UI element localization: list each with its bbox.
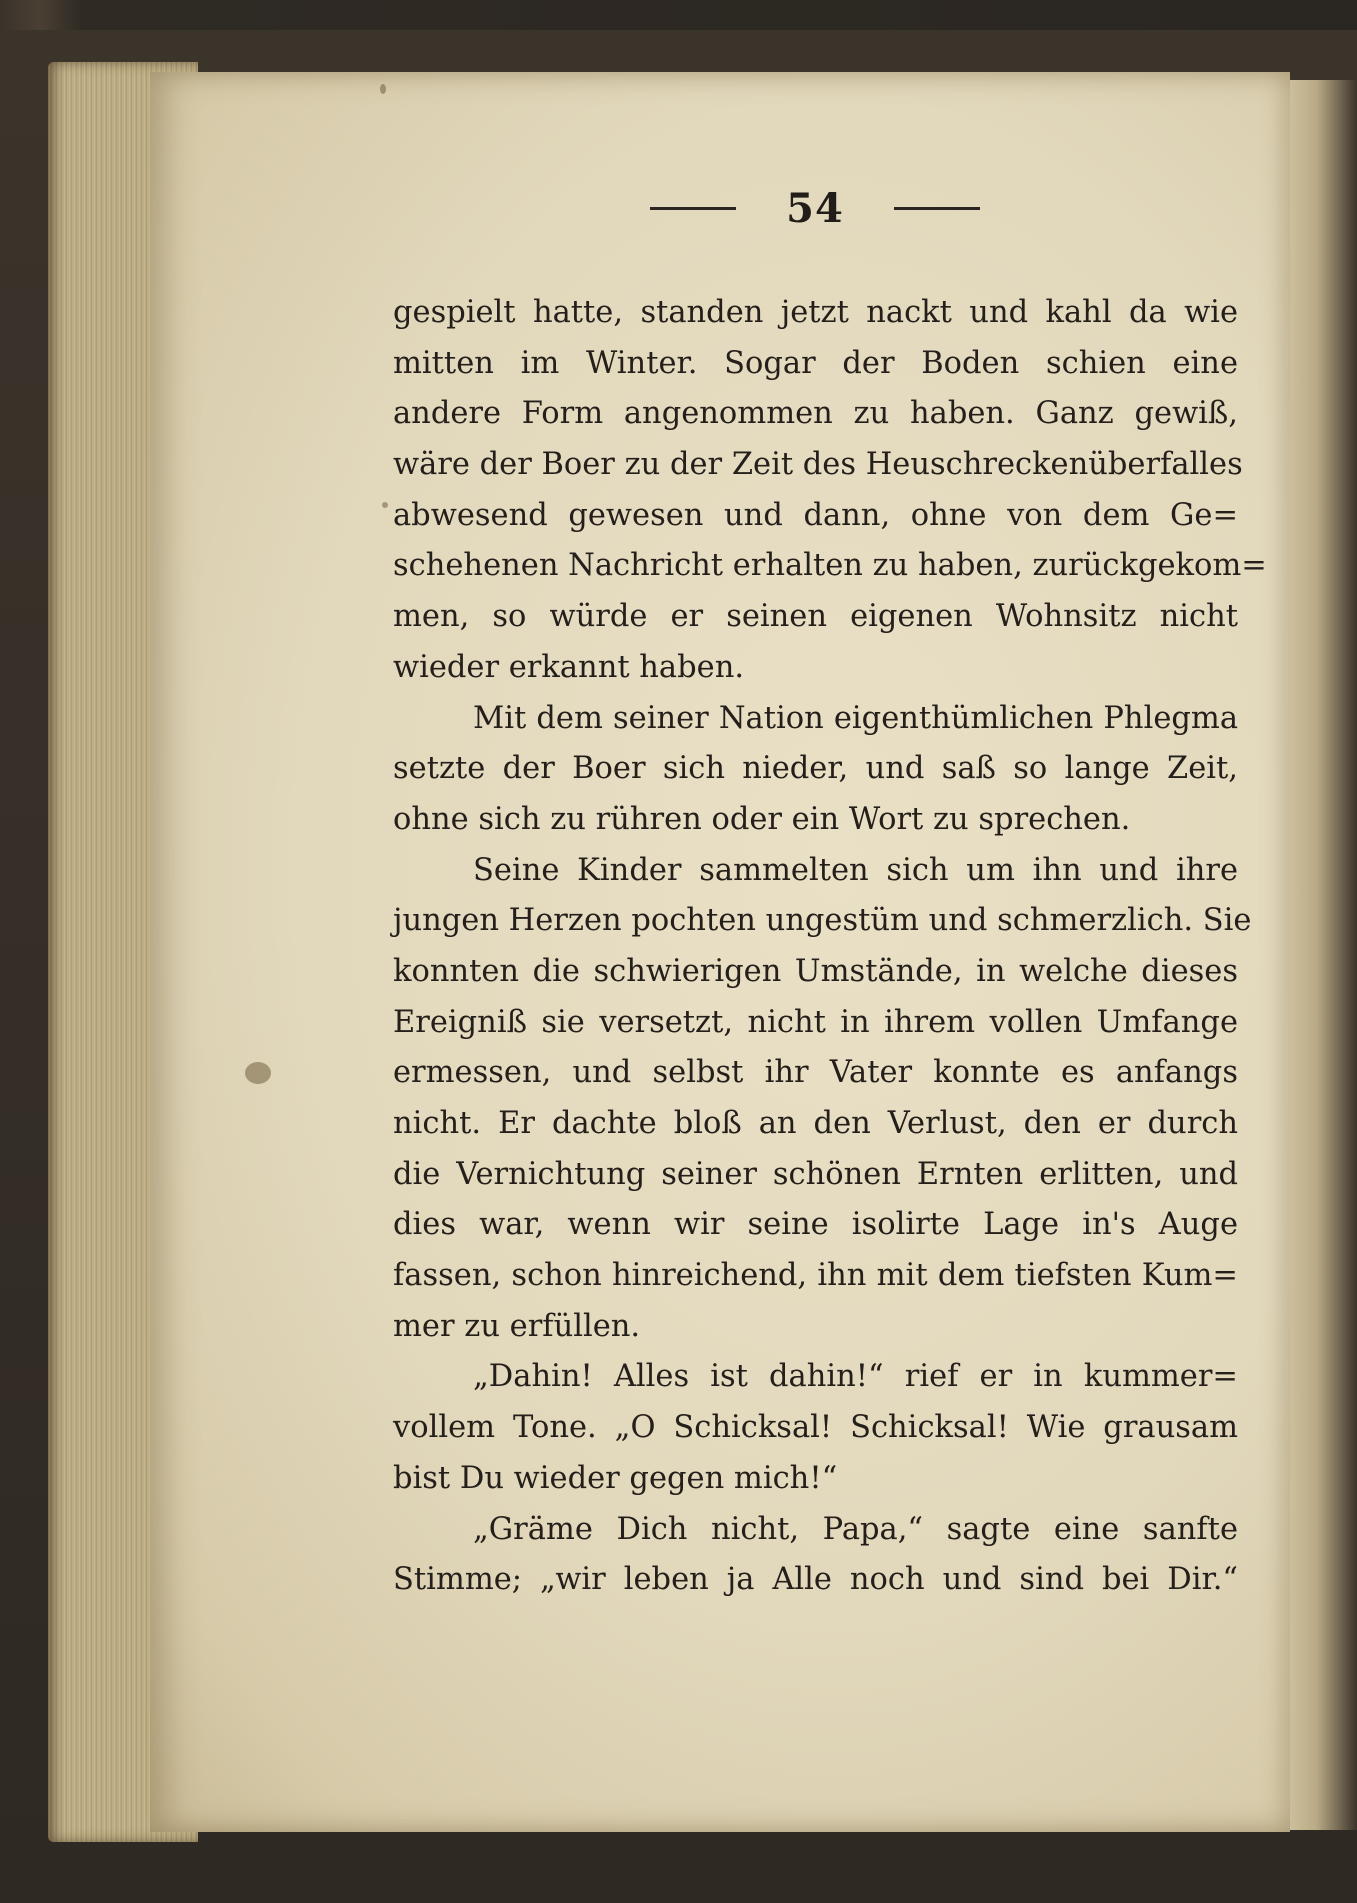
- paper-stain: [245, 1062, 271, 1084]
- page-number-header: [650, 185, 980, 232]
- text-line: Seine Kinder sammelten sich um ihn und ihre: [473, 852, 1238, 888]
- folio-rule-right: [894, 207, 980, 210]
- text-line: Stimme; „wir leben ja Alle noch und sind bei Dir.“: [393, 1562, 1238, 1598]
- text-line: ermessen, und selbst ihr Vater konnte es anfangs: [393, 1055, 1238, 1091]
- text-line: ohne sich zu rühren oder ein Wort zu sprechen.: [393, 801, 1131, 837]
- text-line: konnten die schwierigen Umstände, in welche dieses: [393, 953, 1238, 989]
- text-line: vollem Tone. „O Schicksal! Schicksal! Wie grausam: [393, 1410, 1238, 1446]
- body-text: [393, 288, 1267, 1606]
- text-line: Ereigniß sie versetzt, nicht in ihrem vollen Umfange: [393, 1004, 1238, 1040]
- folio-rule-left: [650, 207, 736, 210]
- text-line: abwesend gewesen und dann, ohne von dem Ge=: [393, 497, 1238, 533]
- text-line: setzte der Boer sich nieder, und saß so lange Zeit,: [393, 751, 1238, 787]
- text-line: mitten im Winter. Sogar der Boden schien eine: [393, 345, 1238, 381]
- paper-stain: [380, 84, 386, 94]
- text-line: schehenen Nachricht erhalten zu haben, zurückgekom=: [393, 548, 1267, 584]
- text-line: „Dahin! Alles ist dahin!“ rief er in kummer=: [473, 1359, 1238, 1395]
- text-line: men, so würde er seinen eigenen Wohnsitz nicht: [393, 599, 1238, 635]
- text-line: jungen Herzen pochten ungestüm und schmerzlich. Sie: [393, 903, 1252, 939]
- text-line: fassen, schon hinreichend, ihn mit dem tiefsten Kum=: [393, 1258, 1238, 1294]
- text-line: „Gräme Dich nicht, Papa,“ sagte eine sanfte: [473, 1511, 1238, 1547]
- text-line: die Vernichtung seiner schönen Ernten erlitten, und: [393, 1156, 1238, 1192]
- facing-page-edge: [1290, 80, 1357, 1830]
- text-line: gespielt hatte, standen jetzt nackt und kahl da wie: [393, 295, 1238, 330]
- text-line: wäre der Boer zu der Zeit des Heuschreckenüberfalles: [393, 447, 1243, 483]
- text-line: Mit dem seiner Nation eigenthümlichen Phlegma: [473, 700, 1238, 736]
- page-number: 54: [786, 185, 844, 232]
- text-line: andere Form angenommen zu haben. Ganz gewiß,: [393, 396, 1238, 432]
- text-line: mer zu erfüllen.: [393, 1308, 641, 1344]
- text-line: dies war, wenn wir seine isolirte Lage in's Auge: [393, 1207, 1238, 1243]
- paper-stain: [382, 502, 388, 508]
- text-line: nicht. Er dachte bloß an den Verlust, den er durch: [393, 1106, 1238, 1141]
- text-line: bist Du wieder gegen mich!“: [393, 1460, 838, 1496]
- text-line: wieder erkannt haben.: [393, 649, 745, 685]
